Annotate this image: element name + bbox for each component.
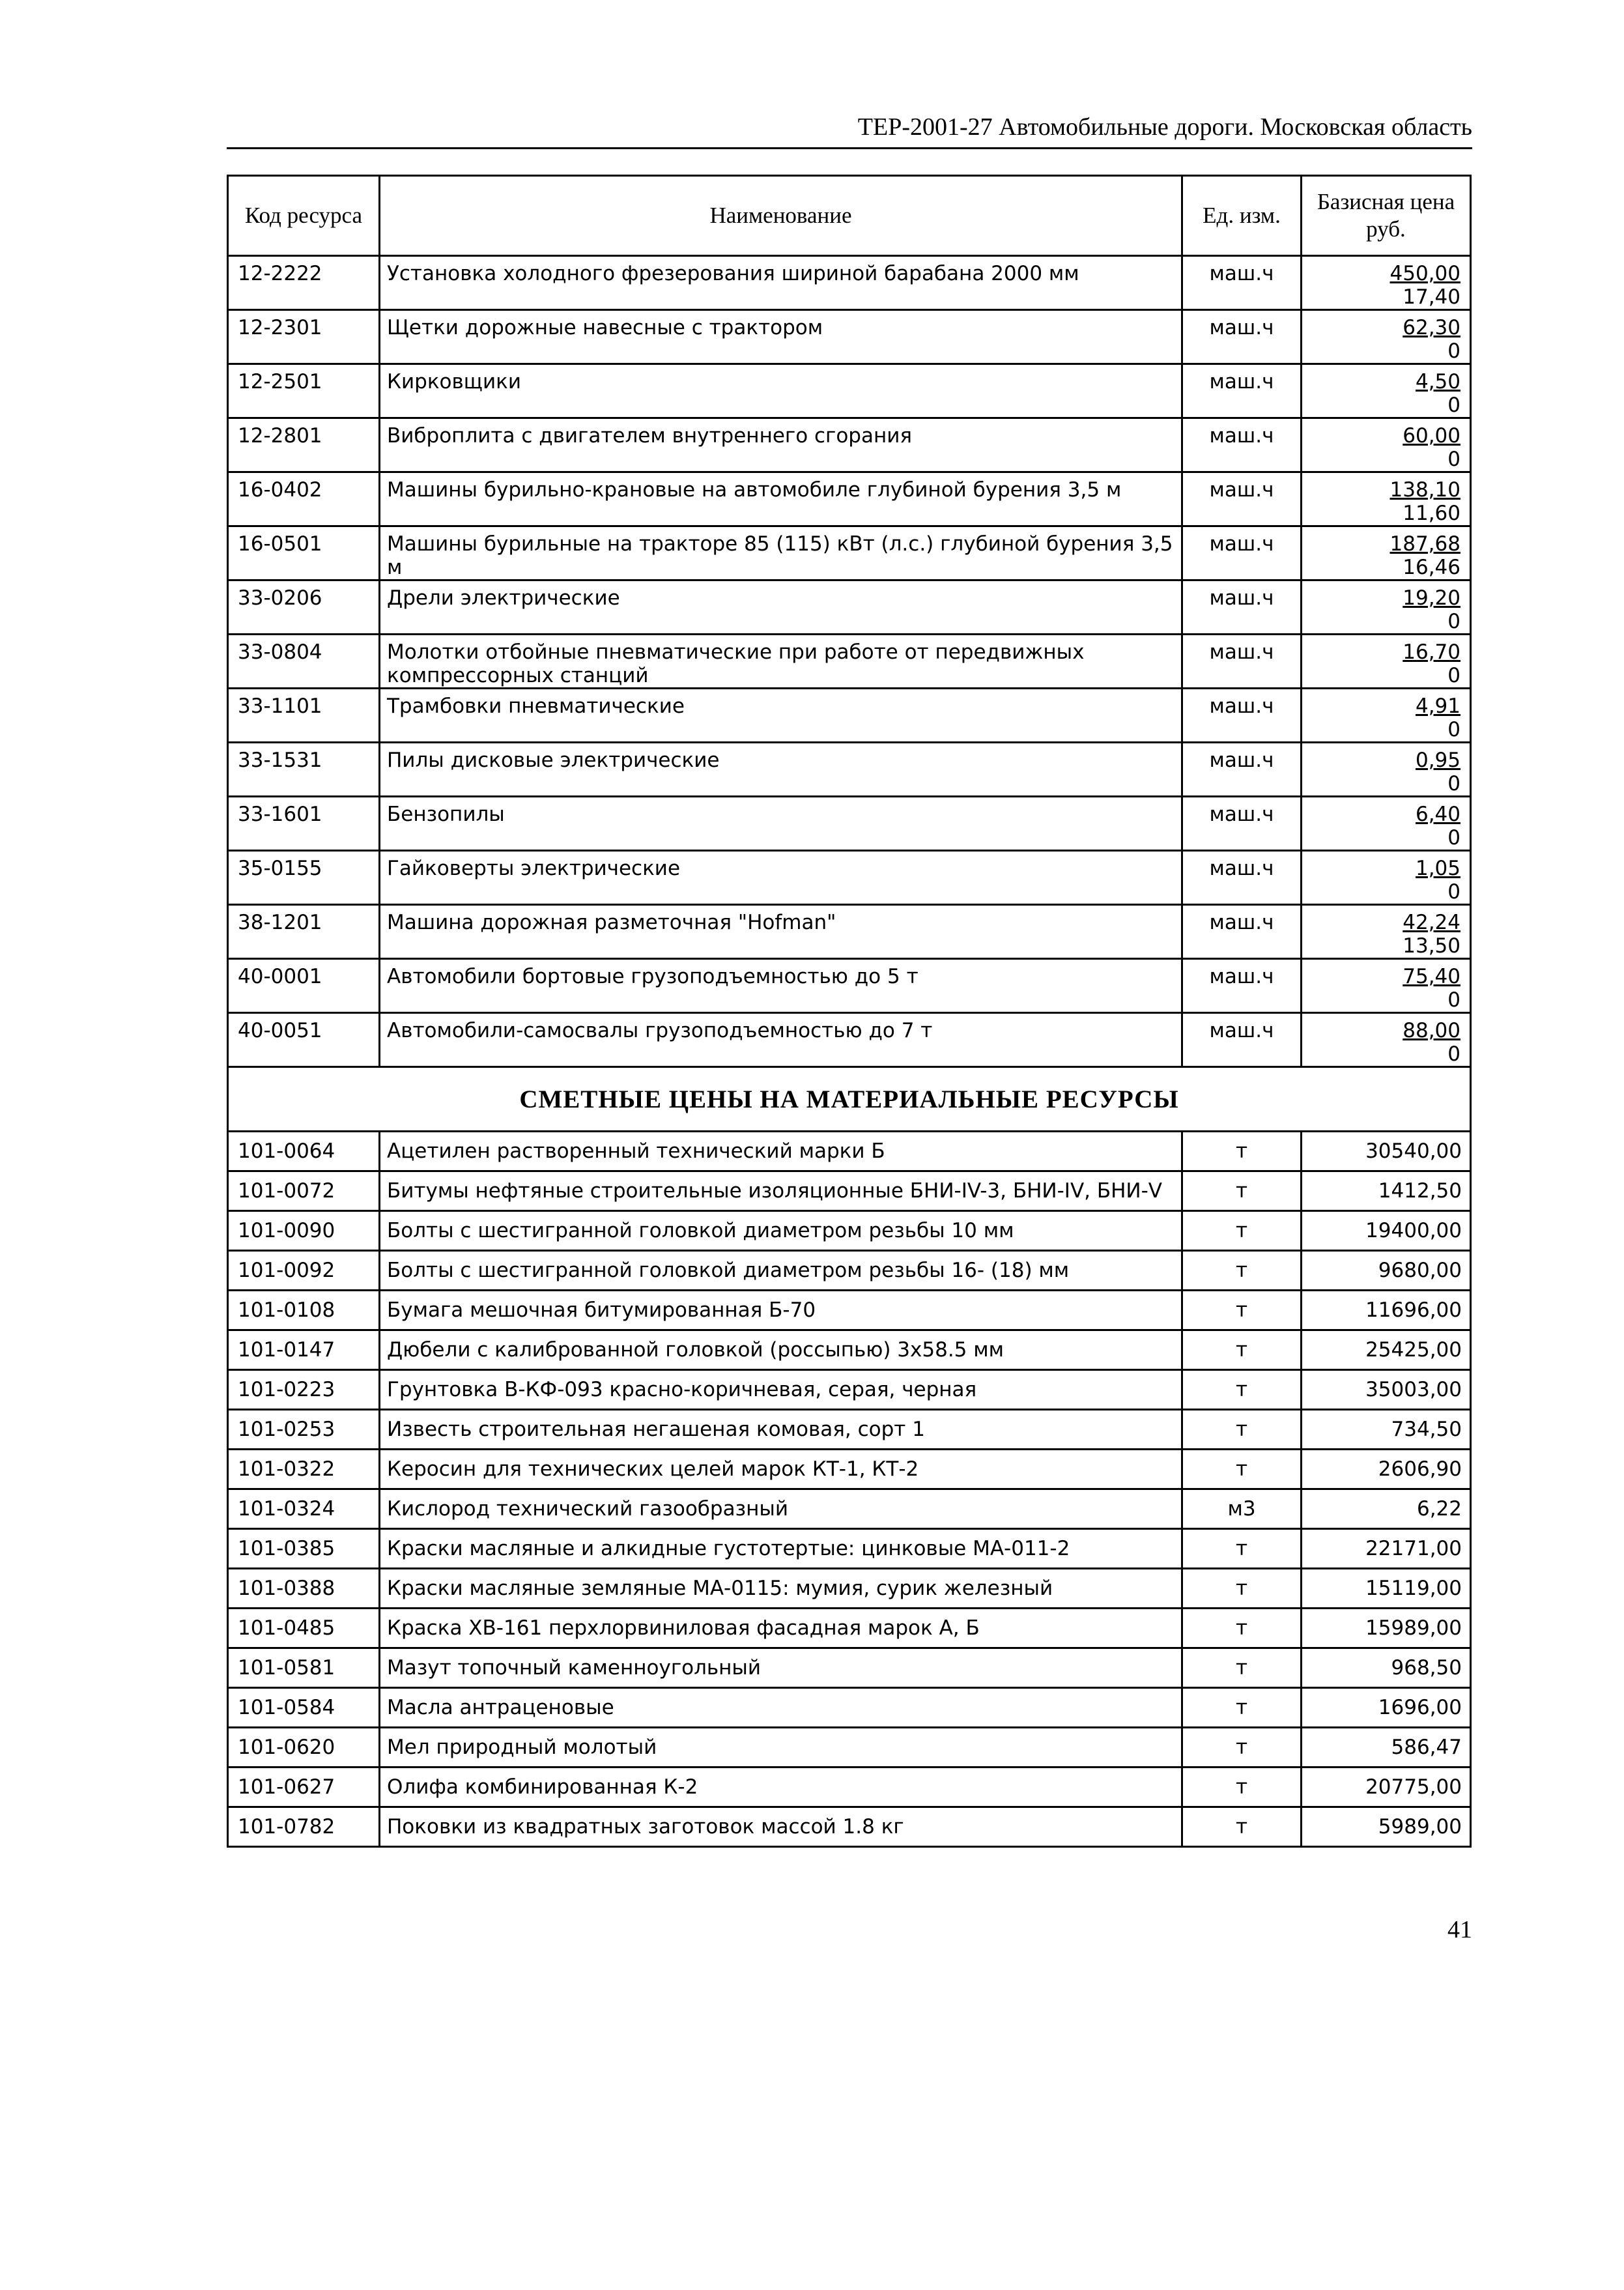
table-row [228,472,1471,526]
resource-code: 101-0485 [228,1609,380,1648]
resource-price-cell [1302,905,1471,959]
table-row [228,364,1471,418]
resource-unit: маш.ч [1182,905,1302,959]
table-row [228,418,1471,472]
table-body [228,176,1471,1847]
operator-wage: 0 [1447,1042,1460,1066]
table-row [228,526,1471,580]
resource-unit: маш.ч [1182,472,1302,526]
resource-code: 101-0627 [228,1768,380,1807]
table-row [228,1013,1471,1067]
resource-unit: т [1182,1251,1302,1291]
resource-code: 101-0092 [228,1251,380,1291]
resource-name: Щетки дорожные навесные с трактором [380,310,1182,364]
resource-code: 101-0385 [228,1529,380,1569]
resource-code: 38-1201 [228,905,380,959]
resource-code: 101-0147 [228,1330,380,1370]
resource-code: 12-2222 [228,256,380,310]
resource-price-cell [1302,797,1471,851]
resource-code: 101-0782 [228,1807,380,1847]
resource-code: 101-0324 [228,1489,380,1529]
resource-name: Масла антраценовые [380,1688,1182,1728]
resource-name: Автомобили-самосвалы грузоподъемностью до 7 т [380,1013,1182,1067]
operator-wage: 0 [1447,610,1460,633]
resource-unit: т [1182,1370,1302,1410]
resource-name: Краска ХВ-161 перхлорвиниловая фасадная марок А, Б [380,1609,1182,1648]
table-row [228,1211,1471,1251]
resource-name: Краски масляные и алкидные густотертые: цинковые МА-011-2 [380,1529,1182,1569]
resource-name: Битумы нефтяные строительные изоляционные БНИ-IV-3, БНИ-IV, БНИ-V [380,1171,1182,1211]
resource-code: 101-0322 [228,1450,380,1489]
resource-name: Бензопилы [380,797,1182,851]
resource-price-cell [1302,310,1471,364]
resource-price-cell [1302,635,1471,689]
base-price: 450,00 [1389,262,1460,285]
resource-unit: маш.ч [1182,526,1302,580]
resource-name: Краски масляные земляные МА-0115: мумия, сурик железный [380,1569,1182,1609]
table-row [228,743,1471,797]
table-row [228,1251,1471,1291]
resource-unit: т [1182,1609,1302,1648]
base-price: 88,00 [1403,1019,1460,1042]
resource-price-cell [1302,256,1471,310]
resource-price-cell [1302,851,1471,905]
base-price: 4,91 [1415,694,1460,718]
resource-unit: т [1182,1569,1302,1609]
table-row [228,1569,1471,1609]
resource-code: 101-0581 [228,1648,380,1688]
base-price: 4,50 [1415,370,1460,394]
resource-unit: маш.ч [1182,635,1302,689]
resource-price: 25425,00 [1302,1330,1471,1370]
header-rule [227,147,1472,149]
table-row [228,1370,1471,1410]
resource-price: 11696,00 [1302,1291,1471,1330]
resource-price-cell [1302,743,1471,797]
base-price: 138,10 [1389,478,1460,502]
resource-name: Мел природный молотый [380,1728,1182,1768]
resource-name: Виброплита с двигателем внутреннего сгорания [380,418,1182,472]
resource-name: Ацетилен растворенный технический марки Б [380,1132,1182,1171]
operator-wage: 0 [1447,718,1460,741]
resource-price: 586,47 [1302,1728,1471,1768]
operator-wage: 0 [1447,988,1460,1012]
column-header-code: Код ресурса [228,176,380,256]
resource-code: 33-0206 [228,580,380,635]
operator-wage: 0 [1447,880,1460,904]
base-price: 42,24 [1403,911,1460,934]
resource-price-cell [1302,959,1471,1013]
operator-wage: 13,50 [1403,934,1460,958]
resource-unit: маш.ч [1182,418,1302,472]
resource-name: Трамбовки пневматические [380,689,1182,743]
resource-name: Поковки из квадратных заготовок массой 1.8 кг [380,1807,1182,1847]
resource-unit: т [1182,1529,1302,1569]
resource-name: Автомобили бортовые грузоподъемностью до 5 т [380,959,1182,1013]
resource-unit: маш.ч [1182,851,1302,905]
column-header-unit: Ед. изм. [1182,176,1302,256]
table-row [228,1132,1471,1171]
resource-unit: т [1182,1291,1302,1330]
resource-code: 16-0402 [228,472,380,526]
column-header-price: Базисная цена руб. [1302,176,1471,256]
resource-name: Пилы дисковые электрические [380,743,1182,797]
base-price: 1,05 [1415,857,1460,880]
base-price: 187,68 [1389,532,1460,556]
column-header-name: Наименование [380,176,1182,256]
operator-wage: 0 [1447,394,1460,417]
table-header-row [228,176,1471,256]
operator-wage: 0 [1447,772,1460,795]
table-row [228,1450,1471,1489]
resource-price: 35003,00 [1302,1370,1471,1410]
resource-unit: т [1182,1211,1302,1251]
table-row [228,1171,1471,1211]
table-row [228,689,1471,743]
section-title: СМЕТНЫЕ ЦЕНЫ НА МАТЕРИАЛЬНЫЕ РЕСУРСЫ [228,1067,1471,1132]
resource-price: 6,22 [1302,1489,1471,1529]
resource-unit: маш.ч [1182,1013,1302,1067]
resource-price-cell [1302,689,1471,743]
resource-name: Гайковерты электрические [380,851,1182,905]
resource-unit: маш.ч [1182,797,1302,851]
resource-code: 12-2501 [228,364,380,418]
table-row [228,580,1471,635]
resource-price: 20775,00 [1302,1768,1471,1807]
resource-name: Дрели электрические [380,580,1182,635]
resource-unit: т [1182,1648,1302,1688]
resource-name: Бумага мешочная битумированная Б-70 [380,1291,1182,1330]
resource-unit: маш.ч [1182,743,1302,797]
resource-code: 12-2801 [228,418,380,472]
resource-unit: маш.ч [1182,580,1302,635]
table-row [228,256,1471,310]
resource-unit: маш.ч [1182,256,1302,310]
operator-wage: 17,40 [1403,285,1460,309]
resource-code: 12-2301 [228,310,380,364]
table-row [228,959,1471,1013]
resource-price: 15119,00 [1302,1569,1471,1609]
resource-unit: маш.ч [1182,310,1302,364]
section-row [228,1067,1471,1132]
resource-price-cell [1302,472,1471,526]
operator-wage: 0 [1447,826,1460,850]
resource-code: 101-0584 [228,1688,380,1728]
base-price: 75,40 [1403,965,1460,988]
operator-wage: 11,60 [1403,502,1460,525]
resource-unit: т [1182,1450,1302,1489]
table-row [228,797,1471,851]
resource-unit: т [1182,1728,1302,1768]
resource-price: 30540,00 [1302,1132,1471,1171]
resource-name: Известь строительная негашеная комовая, сорт 1 [380,1410,1182,1450]
resource-code: 101-0108 [228,1291,380,1330]
resource-price-cell [1302,418,1471,472]
page-number: 41 [1447,1916,1472,1943]
resource-unit: т [1182,1768,1302,1807]
resource-code: 101-0064 [228,1132,380,1171]
resource-name: Кислород технический газообразный [380,1489,1182,1529]
operator-wage: 0 [1447,339,1460,363]
resource-name: Грунтовка В-КФ-093 красно-коричневая, серая, черная [380,1370,1182,1410]
operator-wage: 0 [1447,448,1460,471]
resource-price: 5989,00 [1302,1807,1471,1847]
resource-unit: т [1182,1171,1302,1211]
resource-price: 734,50 [1302,1410,1471,1450]
table-row [228,905,1471,959]
resource-code: 101-0223 [228,1370,380,1410]
resource-unit: т [1182,1330,1302,1370]
resource-name: Дюбели с калиброванной головкой (россыпью) 3x58.5 мм [380,1330,1182,1370]
base-price: 19,20 [1403,586,1460,610]
resource-name: Мазут топочный каменноугольный [380,1648,1182,1688]
resource-unit: маш.ч [1182,959,1302,1013]
table-row [228,310,1471,364]
table-row [228,851,1471,905]
resource-unit: т [1182,1807,1302,1847]
resource-price: 15989,00 [1302,1609,1471,1648]
resource-code: 16-0501 [228,526,380,580]
base-price: 6,40 [1415,803,1460,826]
resource-code: 101-0253 [228,1410,380,1450]
resource-unit: т [1182,1688,1302,1728]
resource-code: 101-0090 [228,1211,380,1251]
resource-name: Олифа комбинированная К-2 [380,1768,1182,1807]
resource-unit: т [1182,1132,1302,1171]
resource-name: Машина дорожная разметочная "Hofman" [380,905,1182,959]
resource-name: Установка холодного фрезерования шириной барабана 2000 мм [380,256,1182,310]
resource-price: 2606,90 [1302,1450,1471,1489]
resource-price-table [227,175,1472,1848]
resource-unit: м3 [1182,1489,1302,1529]
resource-code: 101-0388 [228,1569,380,1609]
resource-code: 33-1601 [228,797,380,851]
running-header: ТЕР-2001-27 Автомобильные дороги. Московская область [857,113,1472,141]
table-row [228,635,1471,689]
resource-price: 22171,00 [1302,1529,1471,1569]
resource-code: 40-0051 [228,1013,380,1067]
operator-wage: 0 [1447,664,1460,687]
base-price: 0,95 [1415,749,1460,772]
resource-price-cell [1302,580,1471,635]
resource-code: 101-0072 [228,1171,380,1211]
table-row [228,1529,1471,1569]
resource-price: 1412,50 [1302,1171,1471,1211]
resource-price-cell [1302,1013,1471,1067]
resource-price: 19400,00 [1302,1211,1471,1251]
table-row [228,1330,1471,1370]
resource-price: 9680,00 [1302,1251,1471,1291]
resource-price: 968,50 [1302,1648,1471,1688]
resource-name: Молотки отбойные пневматические при работе от передвижных компрессорных станций [380,635,1182,689]
resource-price: 1696,00 [1302,1688,1471,1728]
resource-unit: маш.ч [1182,689,1302,743]
operator-wage: 16,46 [1403,556,1460,579]
table-row [228,1648,1471,1688]
resource-name: Машины бурильные на тракторе 85 (115) кВт (л.с.) глубиной бурения 3,5 м [380,526,1182,580]
resource-name: Машины бурильно-крановые на автомобиле глубиной бурения 3,5 м [380,472,1182,526]
table-row [228,1728,1471,1768]
resource-name: Керосин для технических целей марок КТ-1, КТ-2 [380,1450,1182,1489]
resource-name: Кирковщики [380,364,1182,418]
resource-code: 33-0804 [228,635,380,689]
base-price: 62,30 [1403,316,1460,339]
base-price: 16,70 [1403,640,1460,664]
table-row [228,1489,1471,1529]
resource-unit: т [1182,1410,1302,1450]
resource-price-cell [1302,526,1471,580]
table-row [228,1609,1471,1648]
resource-code: 101-0620 [228,1728,380,1768]
resource-price-cell [1302,364,1471,418]
base-price: 60,00 [1403,424,1460,448]
resource-code: 33-1101 [228,689,380,743]
table-row [228,1768,1471,1807]
table-row [228,1807,1471,1847]
resource-code: 40-0001 [228,959,380,1013]
table-row [228,1410,1471,1450]
resource-unit: маш.ч [1182,364,1302,418]
table-row [228,1688,1471,1728]
table-row [228,1291,1471,1330]
resource-code: 33-1531 [228,743,380,797]
resource-name: Болты с шестигранной головкой диаметром резьбы 10 мм [380,1211,1182,1251]
resource-code: 35-0155 [228,851,380,905]
resource-name: Болты с шестигранной головкой диаметром резьбы 16- (18) мм [380,1251,1182,1291]
